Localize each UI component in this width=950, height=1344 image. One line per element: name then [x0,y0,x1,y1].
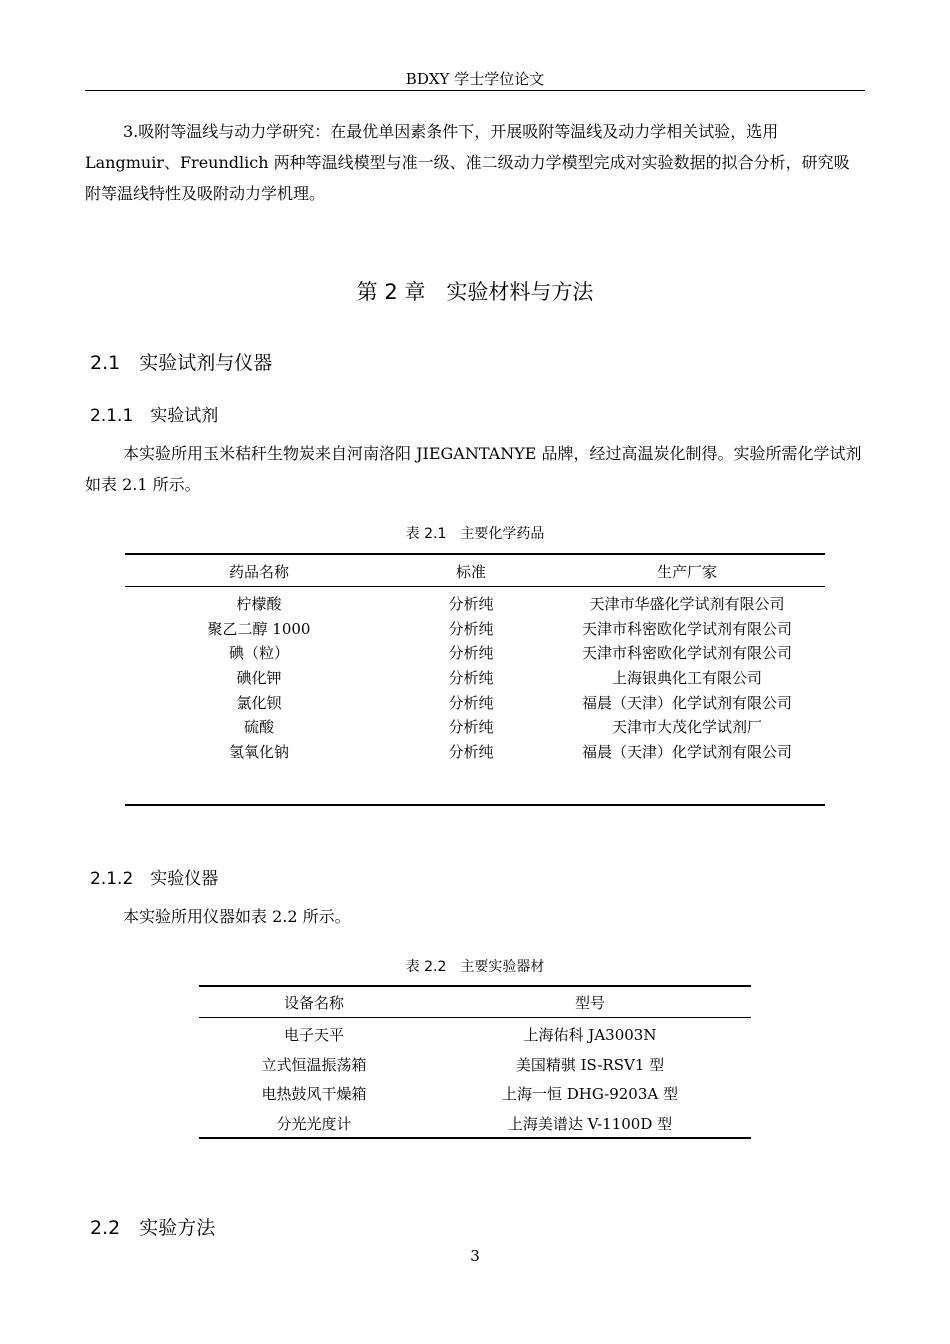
table-cell: 天津市科密欧化学试剂有限公司 [581,619,792,638]
table-2-1 [125,558,825,584]
page-header: BDXY 学士学位论文 [405,70,545,88]
table-cell: 天津市大茂化学试剂厂 [611,718,762,737]
section-heading-2-1: 2.1 实验试剂与仪器 [90,352,273,374]
table-cell: 上海佑科 JA3003N [523,1026,657,1045]
table-row [125,714,825,739]
table-cell: 美国精骐 IS-RSV1 型 [515,1055,665,1074]
table-row [199,1020,751,1050]
table-cell: 分析纯 [448,644,494,663]
table-cell: 聚乙二醇 1000 [207,619,311,638]
table-cell: 硫酸 [243,718,274,737]
table-cell: 分析纯 [448,668,494,687]
chapter-title: 第 2 章 实验材料与方法 [356,280,594,304]
table-2-2-bottom-rule [199,1137,751,1139]
table-cell: 柠檬酸 [236,594,282,613]
table-cell: 氯化钡 [236,693,282,712]
section-heading-2-2: 2.2 实验方法 [90,1217,216,1239]
table-cell: 碘化钾 [236,668,282,687]
table-cell: 分析纯 [448,693,494,712]
table-2-1-bottom-rule [125,804,825,806]
table-header-row [125,558,825,584]
table-2-1-caption: 表 2.1 主要化学药品 [405,526,545,542]
table-cell: 氢氧化钠 [228,742,289,761]
column-header-manufacturer: 生产厂家 [656,562,717,581]
table-row [125,591,825,616]
table-cell: 分光光度计 [276,1114,352,1133]
table-cell: 电热鼓风干燥箱 [261,1085,367,1104]
table-2-1-top-rule [125,553,825,555]
table-row [125,616,825,641]
table-cell: 分析纯 [448,718,494,737]
table-cell: 碘（粒） [228,644,289,663]
column-header-model: 型号 [574,993,605,1012]
table-row [125,665,825,690]
table-cell: 上海一恒 DHG-9203A 型 [502,1085,678,1104]
table-cell: 上海银典化工有限公司 [611,668,762,687]
column-header-equipment-name: 设备名称 [283,993,344,1012]
table-cell: 分析纯 [448,742,494,761]
table-cell: 分析纯 [448,594,494,613]
table-cell: 立式恒温振荡箱 [261,1055,367,1074]
section-2-1-2-paragraph: 本实验所用仪器如表 2.2 所示。 [123,907,351,926]
section-heading-2-1-2: 2.1.2 实验仪器 [90,869,219,889]
table-cell: 天津市科密欧化学试剂有限公司 [581,644,792,663]
column-header-drug-name: 药品名称 [228,562,289,581]
intro-paragraph: 3.吸附等温线与动力学研究：在最优单因素条件下，开展吸附等温线及动力学相关试验，选用 Langmuir、Freundlich 两种等温线模型与准一级、准二级动力学模型完成对实验数据的拟合分析，研究吸附等温线特性及吸附动力学机理。 [85,122,850,203]
table-cell: 电子天平 [283,1026,344,1045]
table-2-2-body [199,1020,751,1138]
table-header-row [199,989,751,1015]
table-cell: 上海美谱达 V-1100D 型 [507,1114,673,1133]
table-2-2-top-rule [199,985,751,987]
table-2-2-header-rule [199,1017,751,1018]
page-number: 3 [470,1247,480,1265]
table-row [199,1079,751,1109]
column-header-standard: 标准 [455,562,486,581]
table-row [199,1109,751,1139]
table-row [199,1050,751,1080]
table-2-1-header-rule [125,586,825,587]
section-2-1-1-paragraph: 本实验所用玉米秸秆生物炭来自河南洛阳 JIEGANTANYE 品牌，经过高温炭化制得。实验所需化学试剂如表 2.1 所示。 [85,444,862,494]
table-row [125,690,825,715]
table-cell: 福晨（天津）化学试剂有限公司 [581,742,792,761]
table-cell: 分析纯 [448,619,494,638]
table-row [125,640,825,665]
table-2-2-caption: 表 2.2 主要实验器材 [405,959,545,975]
table-2-2 [199,989,751,1015]
section-heading-2-1-1: 2.1.1 实验试剂 [90,406,219,426]
header-divider [85,90,865,91]
table-row [125,739,825,764]
table-cell: 天津市华盛化学试剂有限公司 [589,594,785,613]
table-2-1-body [125,591,825,764]
table-cell: 福晨（天津）化学试剂有限公司 [581,693,792,712]
